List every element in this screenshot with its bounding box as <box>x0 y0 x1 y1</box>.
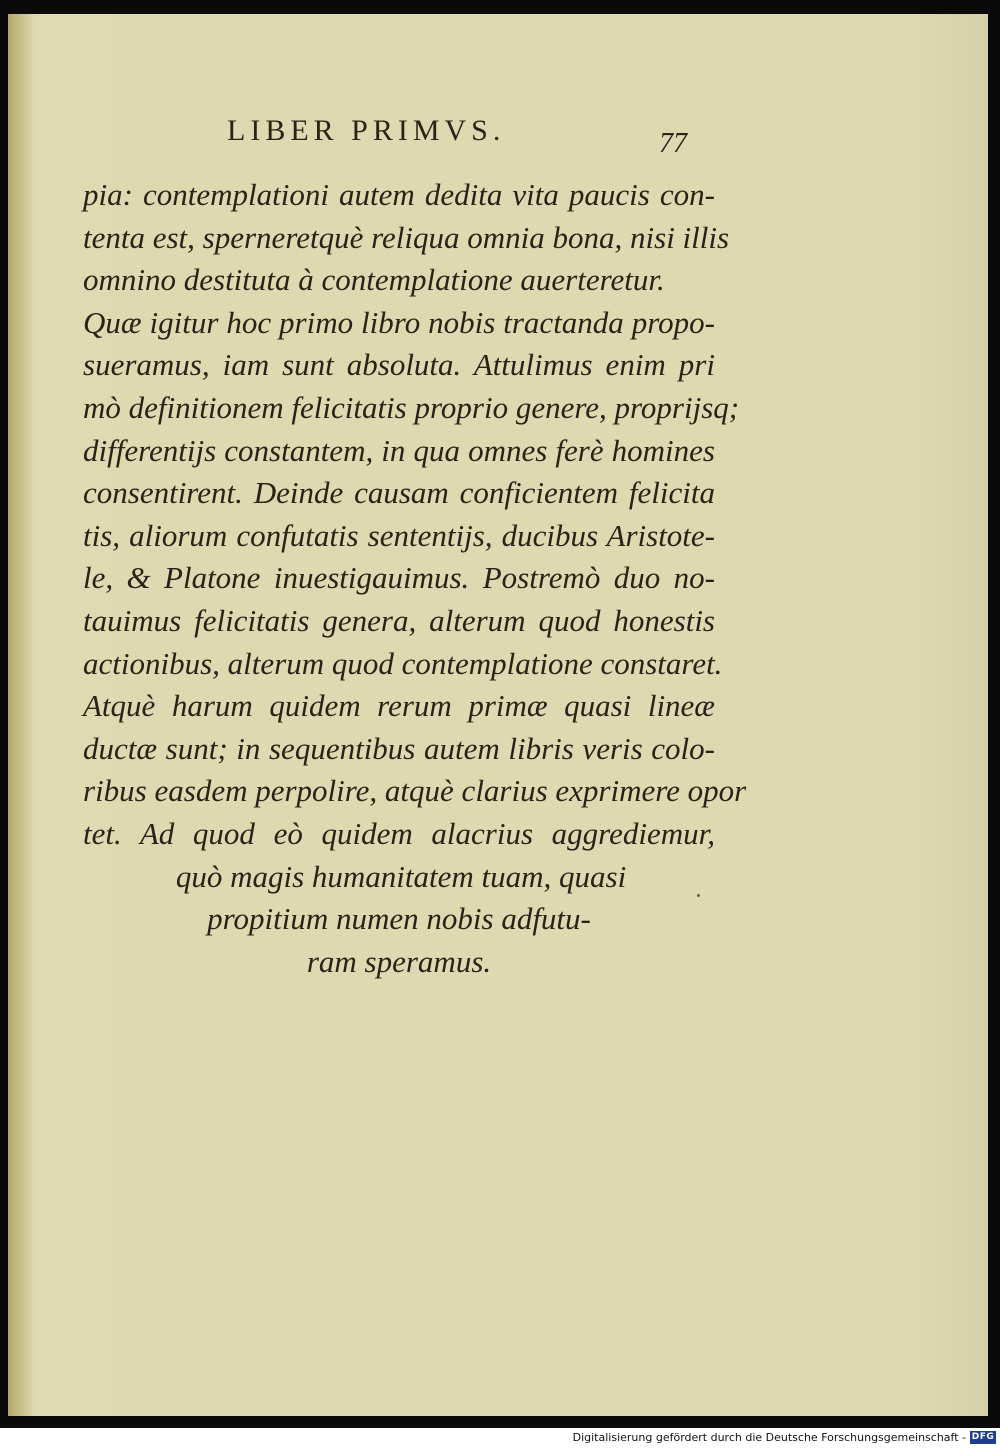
paper-speck <box>697 894 700 897</box>
text-line: actionibus, alterum quod contemplatione constaret. <box>83 645 723 681</box>
page-number: 77 <box>659 128 687 159</box>
body-text <box>83 174 747 983</box>
dfg-logo-icon: DFG <box>971 1432 995 1442</box>
text-line: tet. Ad quod eò quidem alacrius aggrediemur, <box>83 815 715 851</box>
footer-bar <box>0 1428 1000 1448</box>
text-line: omnino destituta à contemplatione auerteretur. <box>83 262 665 298</box>
text-line: sueramus, iam sunt absoluta. Attulimus enim pri <box>83 347 715 383</box>
text-line: ductæ sunt; in sequentibus autem libris veris colo- <box>83 730 715 766</box>
text-line: differentijs constantem, in qua omnes ferè homines <box>83 432 715 468</box>
page-header <box>11 114 988 159</box>
text-line: consentirent. Deinde causam conficientem felicita <box>83 475 715 511</box>
text-line-centered: ram speramus. <box>306 943 492 979</box>
running-head: LIBER PRIMVS. <box>227 114 506 147</box>
text-line: Atquè harum quidem rerum primæ quasi lineæ <box>83 688 715 724</box>
text-line: pia: contemplationi autem dedita vita paucis con- <box>83 177 715 212</box>
funding-credit: Digitalisierung gefördert durch die Deutsche Forschungsgemeinschaft - <box>572 1431 966 1444</box>
text-line: tauimus felicitatis genera, alterum quod honestis <box>83 602 715 638</box>
text-line: le, & Platone inuestigauimus. Postremò duo no- <box>83 560 715 596</box>
page-gutter-edge <box>11 14 33 1416</box>
text-line: Quæ igitur hoc primo libro nobis tractanda propo- <box>83 304 715 340</box>
text-line-centered: propitium numen nobis adfutu- <box>207 901 591 937</box>
text-line: tenta est, sperneretquè reliqua omnia bona, nisi illis <box>83 219 730 255</box>
text-line: mò definitionem felicitatis proprio genere, proprijsq; <box>83 389 740 425</box>
page-sheet <box>8 14 988 1416</box>
text-line: tis, aliorum confutatis sententijs, ducibus Aristote- <box>83 517 715 553</box>
text-line: ribus easdem perpolire, atquè clarius exprimere opor <box>83 773 747 809</box>
text-line-centered: quò magis humanitatem tuam, quasi <box>175 858 627 894</box>
